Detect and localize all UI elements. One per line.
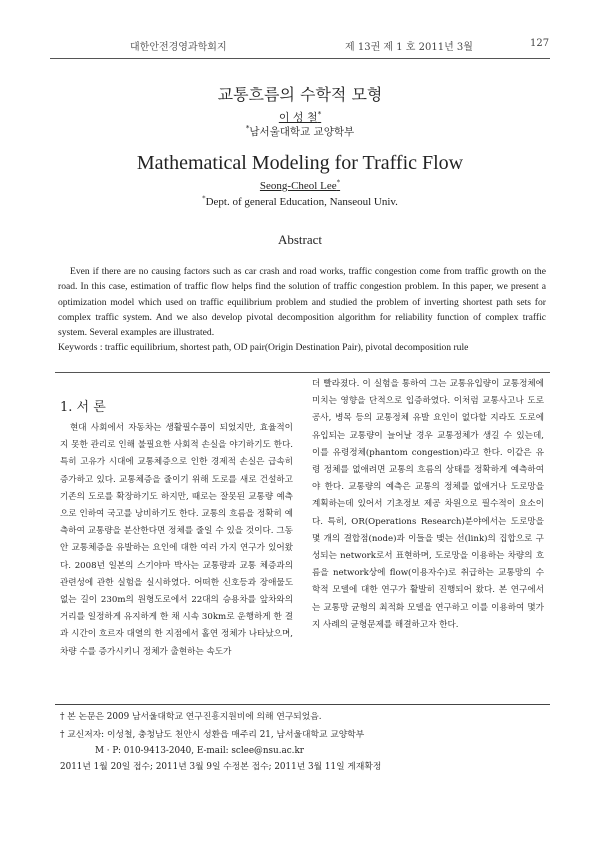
footnote-dates: 2011년 1월 20일 접수; 2011년 3월 9일 수정본 접수; 2011년 3월 11일 게재확정 <box>60 762 382 772</box>
intro-column-right: 더 빨라졌다. 이 실험을 통하여 그는 교통유입량이 교통정체에 미치는 영향을 단적으로 입증하였다. 이처럼 교통사고나 도로공사, 병목 등의 교통정체 유발 요인이 없다할 지라도 도로에 유입되는 교통량이 늘어날 경우 교통정체가 생길 수 있는데, 이를 유령정체(phantom congestion)라고 한다. 이같은 유령 정체를 없애려면 교통의 흐름의 상태를 정확하게 예측하여야 한다. 교통량의 예측은 교통의 정체를 없애거나 도로망을 계획하는데 있어서 기초정보 제공 차원으로 필수적이 요소이다. 특히, OR(Operations Research)분야에서는 도로망을 몇 개의 결합점(node)과 이들을 맺는 선(link)의 집합으로 구성되는 network로서 표현하며, 도로망을 이용하는 차량의 흐름을 network상에 flow(이용자수)로 취급하는 교통망의 수학적 모델에 대한 연구가 활발히 진행되어 왔다. 본 연구에서는 교통망 균형의 최적화 모델을 연구하고 이를 이용하여 몇가지 사례의 균형문제를 해결하고자 한다. <box>312 379 544 630</box>
section-heading-introduction: 1. 서 론 <box>60 400 106 415</box>
keywords: Keywords : traffic equilibrium, shortest path, OD pair(Origin Destination Pair), pivotal decomposition rule <box>58 342 469 353</box>
affiliation-english: *Dept. of general Education, Nanseoul Univ. <box>202 194 398 208</box>
title-korean: 교통흐름의 수학적 모형 <box>217 85 383 104</box>
footnote-funding: † 본 논문은 2009 남서울대학교 연구진흥지원비에 의해 연구되었음. <box>60 712 322 722</box>
issue-info: 제 13권 제 1 호 2011년 3월 <box>345 42 473 53</box>
abstract-text: Even if there are no causing factors such as car crash and road works, traffic congestion come from traffic growth on the road. In this case, estimation of traffic flow helps find the solution of traffic congestion problem. In this paper, we present a optimization model which used on traffic equilibrium problem and studied the problem of inverting shortest path sets for complex traffic system. And we also develop pivotal decomposition algorithm for reliability function of complex traffic system. Several examples are illustrated. <box>58 266 546 339</box>
intro-column-left: 현대 사회에서 자동차는 생활필수품이 되었지만, 효율적이지 못한 관리로 인해 불필요한 사회적 손실을 야기하기도 한다. 특히 고유가 시대에 교통체증으로 인한 경제적 손실은 급속히 증가하고 있다. 교통체증을 줄이기 위해 도로를 새로 건설하고 기존의 도로를 확장하기도 하지만, 때로는 잘못된 교통량 예측으로 인하여 국고를 낭비하기도 한다. 교통의 흐름을 정확히 예측하여 교통량을 분산한다면 정체를 줄일 수 있을 것이다. 그동안 교통체증을 유발하는 요인에 대한 여러 가지 연구가 있어왔다. 2008년 일본의 스기야마 박사는 교통량과 교통 체증과의 관련성에 관한 실험을 실시하였다. 어떠한 신호등과 장애물도 없는 길이 230m의 원형도로에서 22대의 승용차를 앞차와의 거리를 일정하게 유지하게 한 채 시속 30km로 운행하게 한 결과 시간이 흐르자 대열의 한 지점에서 홀연 정체가 나타났으며, 차량 수를 증가시키니 정체가 출현하는 속도가 <box>60 423 293 657</box>
abstract-heading: Abstract <box>277 232 323 247</box>
running-header <box>0 38 600 52</box>
journal-name: 대한안전경영과학회지 <box>130 42 227 53</box>
footnote-corresponding-author: † 교신저자: 이성철, 충청남도 천안시 성환읍 매주리 21, 남서울대학교 교양학부 <box>60 730 365 740</box>
header-rule <box>50 58 550 59</box>
footnote-rule <box>55 704 550 705</box>
author-korean: 이 성 철* <box>278 110 322 124</box>
author-english: Seong-Cheol Lee* <box>259 178 341 192</box>
affiliation-korean: *남서울대학교 교양학부 <box>245 124 355 138</box>
title-english: Mathematical Modeling for Traffic Flow <box>136 152 464 174</box>
abstract-rule <box>55 372 550 373</box>
page-number: 127 <box>530 38 550 49</box>
footnote-contact: M · P: 010-9413-2040, E-mail: sclee@nsu.ac.kr <box>95 746 305 756</box>
